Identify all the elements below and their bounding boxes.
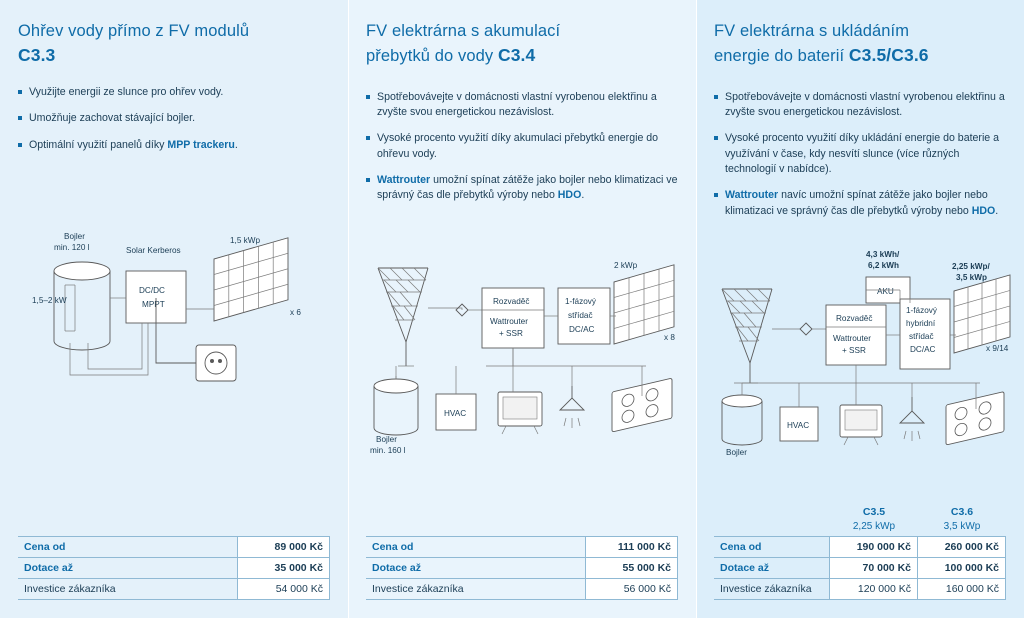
page-title-c34 [366,20,680,68]
table-row [714,579,1006,600]
inverter-line1: 1-fázový [906,306,937,316]
switchboard-line2: Wattrouter [490,316,528,326]
controller-title: Solar Kerberos [126,245,181,255]
pylon-icon [722,289,772,383]
row-value-c36: 260 000 Kč [918,537,1006,558]
pylon-icon [378,268,428,366]
list-item: Využijte energii ze slunce pro ohřev vody. [18,85,332,100]
column-divider-2 [696,0,697,618]
row-value-c35: 120 000 Kč [830,579,918,600]
table-row [714,537,1006,558]
table-row [366,537,678,558]
page-title-c33 [18,20,332,67]
variant-power: 2,25 kWp [852,521,896,532]
row-value: 111 000 Kč [586,537,678,558]
title-text-line1-c35: FV elektrárna s ukládáním [714,22,910,40]
controller-line2: MPPT [142,299,165,309]
price-table-wrap-c33 [18,536,330,600]
diagram-svg-c34 [366,246,684,476]
diagram-c33 [18,223,332,463]
switchboard-line1: Rozvaděč [493,296,530,306]
title-text-line2-c34: přebytků do vody [366,46,494,65]
controller-line1: DC/DC [139,285,165,295]
panel-power-line2: 3,5 kWp [956,273,987,283]
column-c35-c36 [696,0,1024,618]
panel-count-label: x 8 [664,332,675,342]
row-label: Cena od [366,537,586,558]
switchboard-line1: Rozvaděč [836,314,873,324]
boiler-label-line2: min. 160 l [370,445,406,455]
switchboard-line3: + SSR [499,328,523,338]
inverter-line1: 1-fázový [565,296,596,306]
hvac-label: HVAC [444,408,467,418]
boiler-power-label: 1,5–2 kW [32,295,67,305]
row-label: Cena od [714,537,830,558]
inverter-line2: střídač [568,310,593,320]
battery-label: AKU [877,287,894,297]
list-item: Spotřebovávejte v domácnosti vlastní vyrobenou elektřinu a zvyšte svou energetickou nezávislost. [714,90,1008,121]
price-table-c34 [366,536,678,600]
row-value-c35: 190 000 Kč [830,537,918,558]
row-value: 54 000 Kč [238,579,330,600]
table-row [366,558,678,579]
row-label: Cena od [18,537,238,558]
list-item: Wattrouter umožní spínat zátěže jako bojler nebo klimatizaci ve správný čas dle přebytků výroby nebo HDO. [366,173,680,204]
row-label: Investice zákazníka [714,579,830,600]
title-text-line2-c35: energie do baterií [714,46,845,65]
row-value: 89 000 Kč [238,537,330,558]
variant-code: C3.5 [862,506,886,519]
table-row [18,579,330,600]
boiler-label-line1: Bojler [64,231,85,241]
price-table-wrap-c35 [714,506,1006,600]
panel-power-label: 1,5 kWp [230,235,261,245]
boiler-label-line1: Bojler [376,434,397,444]
title-code-c33: C3.3 [18,44,56,65]
inverter-line3: DC/AC [569,324,595,334]
row-value: 35 000 Kč [238,558,330,579]
row-label: Dotace až [18,558,238,579]
diagram-c34 [366,246,680,486]
panel-power-label: 2 kWp [614,260,638,270]
title-code-c34: C3.4 [497,44,536,65]
variant-power: 3,5 kWp [943,521,981,532]
row-label: Investice zákazníka [18,579,238,600]
row-label: Investice zákazníka [366,579,586,600]
panel-count-label: x 6 [290,307,301,317]
hvac-label: HVAC [787,421,810,431]
panel-count-label: x 9/14 [986,344,1009,354]
column-divider-1 [348,0,349,618]
row-value-c35: 70 000 Kč [830,558,918,579]
row-value-c36: 100 000 Kč [918,558,1006,579]
diagram-c35 [714,243,1008,483]
column-c33 [0,0,348,618]
row-value: 56 000 Kč [586,579,678,600]
inverter-line4: DC/AC [910,345,936,355]
title-code-c35: C3.5/C3.6 [848,44,929,65]
title-text-line1-c34: FV elektrárna s akumulací [366,22,561,40]
table-row [366,579,678,600]
title-text-c33: Ohřev vody přímo z FV modulů [18,22,250,40]
bullet-list-c34 [366,90,680,204]
page-title-c35 [714,20,1008,68]
table-row [18,558,330,579]
table-row [18,537,330,558]
table-row [714,558,1006,579]
price-table-c35 [714,536,1006,600]
price-table-wrap-c34 [366,536,678,600]
variant-code: C3.6 [950,506,974,519]
price-table-c33 [18,536,330,600]
list-item: Spotřebovávejte v domácnosti vlastní vyrobenou elektřinu a zvyšte svou energetickou nezávislost. [366,90,680,121]
row-label: Dotace až [366,558,586,579]
list-item: Optimální využití panelů díky MPP trackeru. [18,138,332,153]
bullet-list-c33 [18,85,332,153]
switchboard-line2: Wattrouter [833,334,871,344]
variant-header-c36 [918,506,1006,533]
list-item: Umožňuje zachovat stávající bojler. [18,111,332,126]
battery-capacity-line1: 4,3 kWh/ [866,250,900,260]
diagram-svg-c35 [714,243,1014,483]
inverter-line3: střídač [909,332,934,342]
battery-capacity-line2: 6,2 kWh [868,261,899,271]
row-value-c36: 160 000 Kč [918,579,1006,600]
list-item: Vysoké procento využití díky ukládání energie do baterie a využívání v čase, kdy nesvítí slunce (více různých technologií v nabídce). [714,131,1008,177]
variant-header-row [714,506,1006,533]
diagram-svg-c33 [18,223,330,443]
inverter-line2: hybridní [906,319,936,329]
variant-header-c35 [830,506,918,533]
row-value: 55 000 Kč [586,558,678,579]
list-item: Vysoké procento využití díky akumulaci přebytků energie do ohřevu vody. [366,131,680,162]
boiler-label: Bojler [726,448,747,458]
panel-power-line1: 2,25 kWp/ [952,262,990,272]
list-item: Wattrouter navíc umožní spínat zátěže jako bojler nebo klimatizaci ve správný čas dle přebytků výroby nebo HDO. [714,188,1008,219]
switchboard-line3: + SSR [842,346,866,356]
bullet-list-c35 [714,90,1008,220]
boiler-label-line2: min. 120 l [54,242,90,252]
column-c34 [348,0,696,618]
row-label: Dotace až [714,558,830,579]
